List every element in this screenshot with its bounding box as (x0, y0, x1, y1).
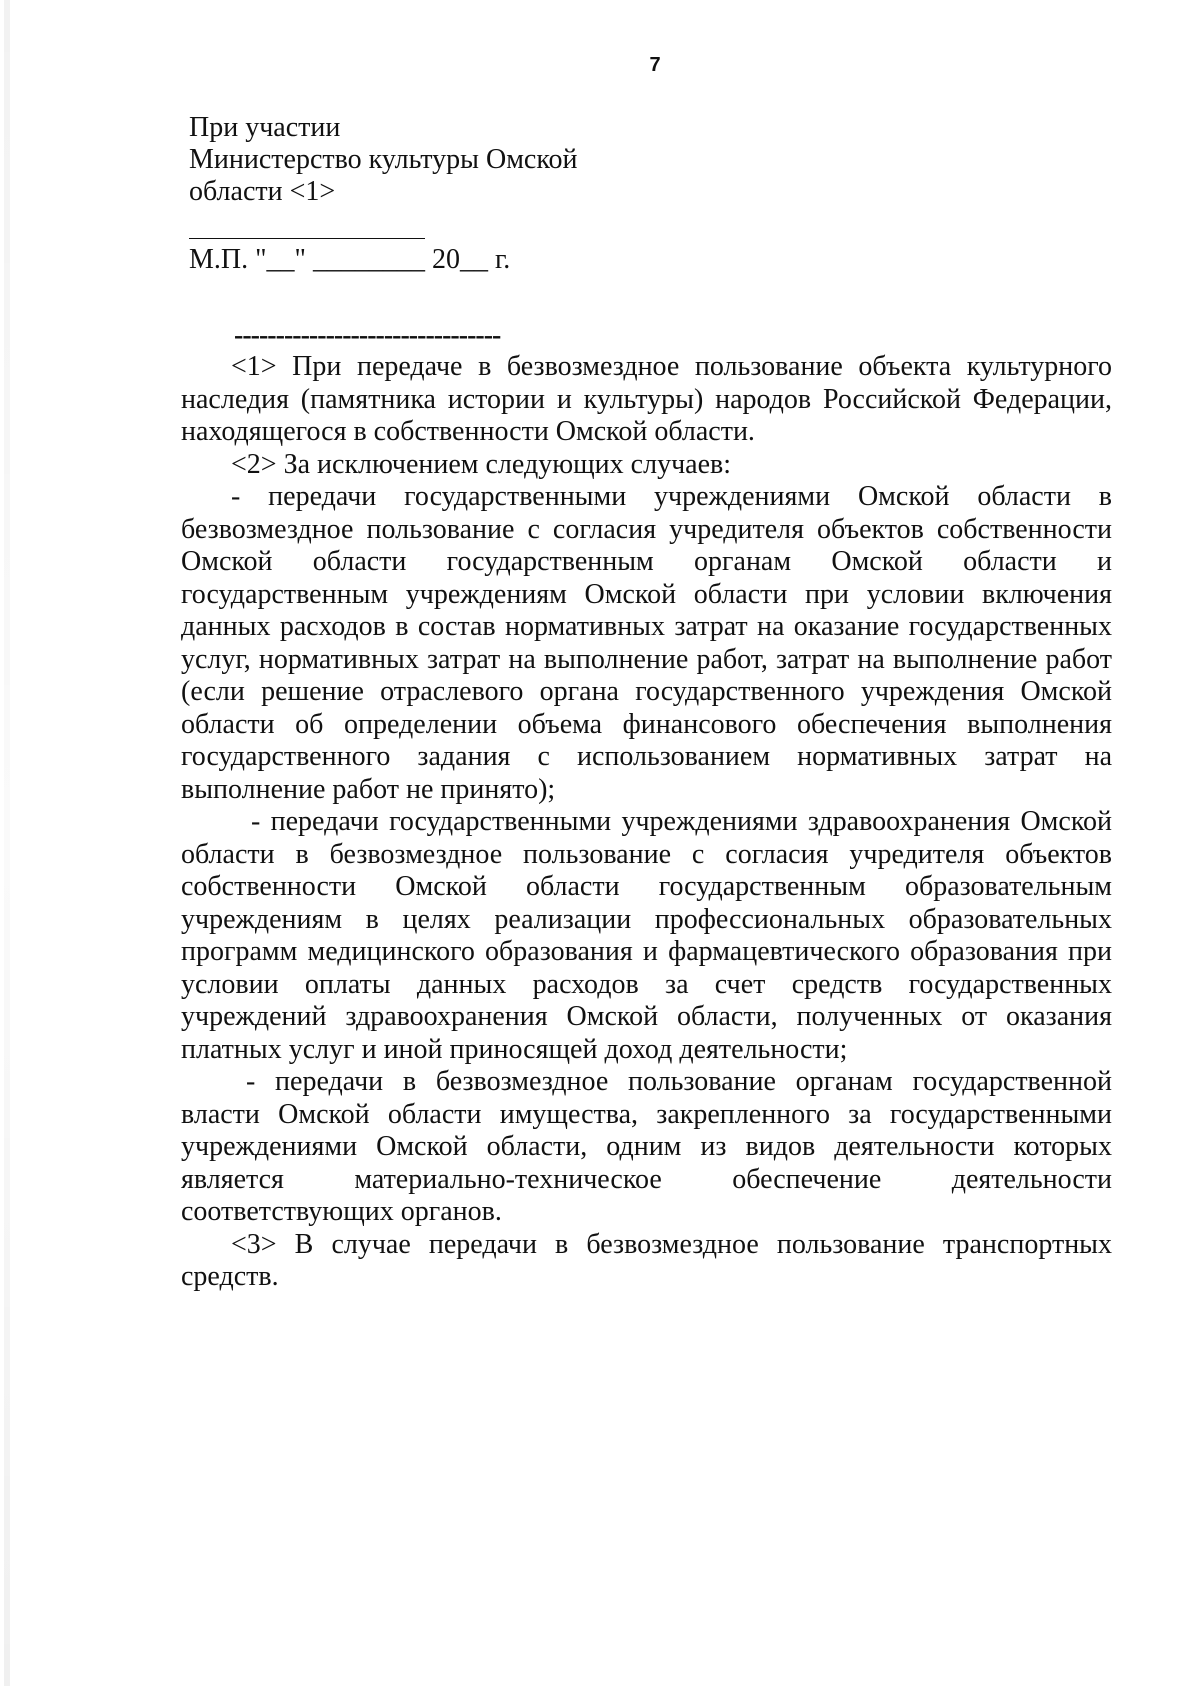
participation-line-3: области <1> (189, 176, 336, 207)
participation-line-2: Министерство культуры Омской (189, 144, 578, 175)
page-number: 7 (649, 54, 661, 76)
footnote-3: <3> В случае передачи в безвозмездное пользование транспортных средств. (181, 1228, 1112, 1292)
scan-edge (4, 0, 10, 1686)
seal-date-line: М.П. "__" ________ 20__ г. (189, 244, 511, 275)
footnote-2-item-1: - передачи государственными учреждениями Омской области в безвозмездное пользование с согласия учредителя объектов собственности Омской области государственным органам Омской области и государственным учреждениям Омской области при условии включения данных расходов в состав нормативных затрат на оказание государственных услуг, нормативных затрат на выполнение работ, затрат на выполнение работ (если решение отраслевого органа государственного учреждения Омской области об определении объема финансового обеспечения выполнения государственного задания с использованием нормативных затрат на выполнение работ не принято); (181, 481, 1112, 805)
footnotes (181, 351, 1112, 1294)
participation-block (189, 112, 578, 208)
footnote-2: <2> За исключением следующих случаев: (231, 448, 732, 480)
participation-line-1: При участии (189, 112, 341, 143)
footnote-1: <1> При передаче в безвозмездное пользование объекта культурного наследия (памятника истории и культуры) народов Российской Федерации, находящегося в собственности Омской области. (181, 351, 1112, 447)
footnote-separator: -------------------------------- (234, 320, 501, 351)
footnote-2-item-3: - передачи в безвозмездное пользование органам государственной власти Омской области имущества, закрепленного за государственными учреждениями Омской области, одним из видов деятельности которых является материально-техническое обеспечение деятельности соответствующих органов. (181, 1066, 1112, 1227)
footnote-2-item-2: - передачи государственными учреждениями здравоохранения Омской области в безвозмездное пользование с согласия учредителя объектов собственности Омской области государственным образовательным учреждениям в целях реализации профессиональных образовательных программ медицинского образования и фармацевтического образования при условии оплаты данных расходов за счет средств государственных учреждений здравоохранения Омской области, полученных от оказания платных услуг и иной приносящей доход деятельности; (181, 806, 1112, 1065)
signature-line (189, 238, 425, 239)
